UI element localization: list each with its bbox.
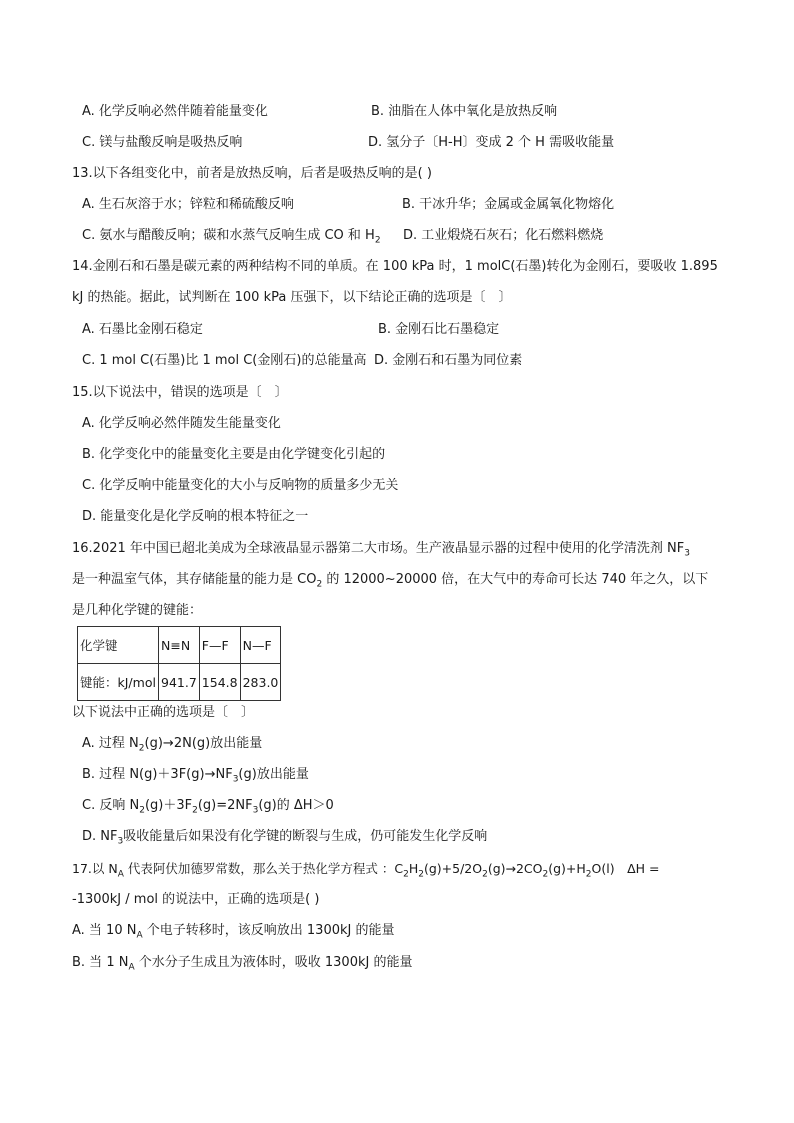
q13-option-c: C. 氨水与醋酸反响；碳和水蒸气反响生成 CO 和 $H_2$ (82, 228, 381, 246)
q17-stem-line1: 17.以 $N_A$ 代表阿伏加德罗常数，那么关于热化学方程式 ：$C_2H_2(g)+5/2O_2(g)\to 2CO_2(g)+H_2O(l)$ ΔH = (72, 861, 660, 880)
table-cell: 键能：kJ/mol (78, 664, 159, 701)
q14-option-a: A. 石墨比金刚石稳定 (82, 322, 203, 337)
q12-option-d: D. 氢分子〔H-H〕变成 2 个 H 需吸收能量 (368, 135, 615, 150)
q13-option-b: B. 干冰升华；金属或金属氧化物熔化 (402, 197, 615, 212)
q12-option-a: A. 化学反响必然伴随着能量变化 (82, 104, 268, 119)
table-row (78, 627, 281, 664)
table-cell: 283.0 (240, 664, 281, 701)
q16-option-c: C. 反响 $N_2(g)+3F_2(g)=2NF_3(g)$的 ΔH＞0 (82, 798, 334, 816)
table-header-cell: N—F (240, 627, 281, 664)
q15-option-d: D. 能量变化是化学反响的根本特征之一 (82, 509, 309, 524)
table-cell: 154.8 (199, 664, 240, 701)
q15-option-a: A. 化学反响必然伴随发生能量变化 (82, 416, 281, 431)
q15-option-c: C. 化学反响中能量变化的大小与反响物的质量多少无关 (82, 478, 399, 493)
q17-option-b: B. 当 1 $N_A$ 个水分子生成且为液体时，吸收 1300kJ 的能量 (72, 955, 413, 973)
q17-option-a: A. 当 10 $N_A$ 个电子转移时，该反响放出 1300kJ 的能量 (72, 923, 395, 941)
q16-option-b: B. 过程 $N(g)+3F(g)\to NF_3(g)$放出能量 (82, 767, 309, 785)
table-cell: 941.7 (159, 664, 200, 701)
q14-option-b: B. 金刚石比石墨稳定 (378, 322, 500, 337)
table-header-cell: N≡N (159, 627, 200, 664)
q14-option-c: C. 1 mol C(石墨)比 1 mol C(金刚石)的总能量高 (82, 353, 367, 368)
bond-energy-table (77, 626, 281, 701)
q13-option-a: A. 生石灰溶于水；锌粒和稀硫酸反响 (82, 197, 294, 212)
q15-stem: 15.以下说法中，错误的选项是〔 〕 (72, 385, 288, 400)
q16-option-d: D. $NF_3$吸收能量后如果没有化学键的断裂与生成，仍可能发生化学反响 (82, 829, 488, 847)
q13-option-d: D. 工业煅烧石灰石；化石燃料燃烧 (403, 228, 604, 243)
q15-option-b: B. 化学变化中的能量变化主要是由化学键变化引起的 (82, 447, 386, 462)
table-row (78, 664, 281, 701)
q14-stem-line2: kJ 的热能。据此，试判断在 100 kPa 压强下，以下结论正确的选项是〔 〕 (72, 290, 512, 305)
table-header-cell: 化学键 (78, 627, 159, 664)
q14-option-d: D. 金刚石和石墨为同位素 (374, 353, 523, 368)
q16-stem-line1: 16.2021 年中国已超北美成为全球液晶显示器第二大市场。生产液晶显示器的过程中使用的化学清洗剂 $NF_3$ (72, 541, 690, 559)
q16-question: 以下说法中正确的选项是〔 〕 (72, 705, 255, 720)
q14-stem-line1: 14.金刚石和石墨是碳元素的两种结构不同的单质。在 100 kPa 时，1 molC(石墨)转化为金刚石，要吸收 1.895 (72, 259, 718, 274)
q17-stem-line2: -1300kJ / mol 的说法中，正确的选项是( ) (72, 892, 320, 907)
q16-stem-line3: 是几种化学键的键能： (72, 603, 203, 618)
q16-option-a: A. 过程 $N_2(g)\to 2N(g)$放出能量 (82, 736, 263, 754)
q12-option-b: B. 油脂在人体中氧化是放热反响 (371, 104, 558, 119)
q13-stem: 13.以下各组变化中，前者是放热反响，后者是吸热反响的是( ) (72, 166, 432, 181)
q16-stem-line2: 是一种温室气体，其存储能量的能力是 $CO_2$ 的 12000~20000 倍，在大气中的寿命可长达 740 年之久，以下 (72, 572, 709, 590)
q12-option-c: C. 镁与盐酸反响是吸热反响 (82, 135, 243, 150)
table-header-cell: F—F (199, 627, 240, 664)
